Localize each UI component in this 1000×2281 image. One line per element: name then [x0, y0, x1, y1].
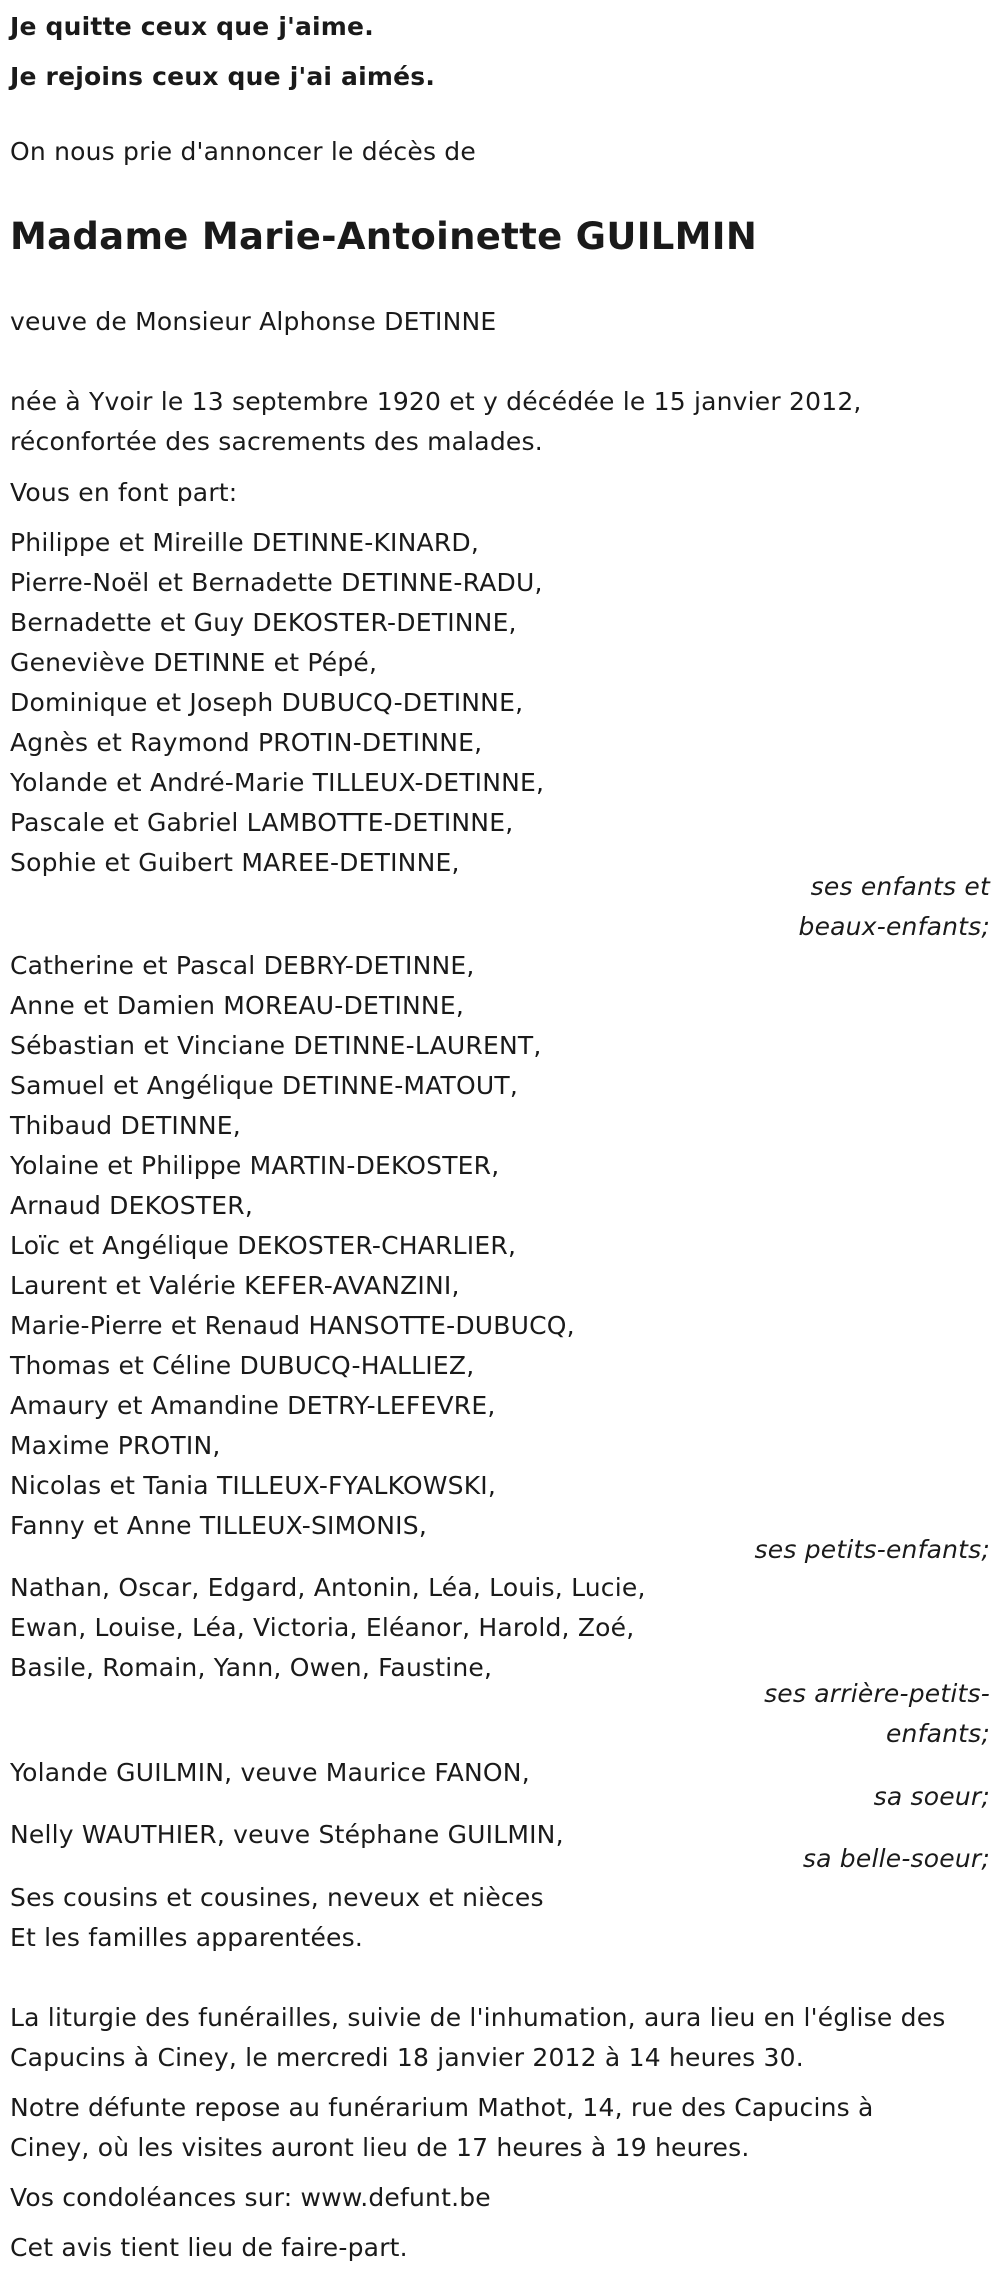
birth-death-details: née à Yvoir le 13 septembre 1920 et y décédée le 15 janvier 2012,: [10, 387, 862, 416]
funeral-line-2: Capucins à Ciney, le mercredi 18 janvier 2012 à 14 heures 30.: [10, 2043, 804, 2072]
list-item: Maxime PROTIN,: [10, 1431, 221, 1460]
list-item: Yolande et André-Marie TILLEUX-DETINNE,: [10, 768, 545, 797]
epitaph-line-2: Je rejoins ceux que j'ai aimés.: [10, 62, 436, 91]
list-item: Marie-Pierre et Renaud HANSOTTE-DUBUCQ,: [10, 1311, 575, 1340]
list-item: Ewan, Louise, Léa, Victoria, Eléanor, Harold, Zoé,: [10, 1613, 635, 1642]
funeral-line-1: La liturgie des funérailles, suivie de l'inhumation, aura lieu en l'église des: [10, 2003, 946, 2032]
sister-in-law-name: Nelly WAUTHIER, veuve Stéphane GUILMIN,: [10, 1820, 564, 1849]
list-item: Amaury et Amandine DETRY-LEFEVRE,: [10, 1391, 496, 1420]
list-item: Pascale et Gabriel LAMBOTTE-DETINNE,: [10, 808, 514, 837]
grandchildren-relation: ses petits-enfants;: [754, 1535, 990, 1564]
sacraments-text: réconfortée des sacrements des malades.: [10, 427, 543, 456]
list-item: Laurent et Valérie KEFER-AVANZINI,: [10, 1271, 460, 1300]
list-item: Thomas et Céline DUBUCQ-HALLIEZ,: [10, 1351, 475, 1380]
cousins-text: Ses cousins et cousines, neveux et nièces: [10, 1883, 544, 1912]
list-item: Philippe et Mireille DETINNE-KINARD,: [10, 528, 479, 557]
list-item: Catherine et Pascal DEBRY-DETINNE,: [10, 951, 475, 980]
list-item: Nathan, Oscar, Edgard, Antonin, Léa, Louis, Lucie,: [10, 1573, 646, 1602]
condolences-text: Vos condoléances sur: www.defunt.be: [10, 2183, 491, 2212]
announce-text: Vous en font part:: [10, 478, 238, 507]
closing-text: Cet avis tient lieu de faire-part.: [10, 2233, 408, 2262]
families-text: Et les familles apparentées.: [10, 1923, 363, 1952]
deceased-name: Madame Marie-Antoinette GUILMIN: [10, 215, 758, 258]
intro-text: On nous prie d'annoncer le décès de: [10, 137, 476, 166]
list-item: Sébastian et Vinciane DETINNE-LAURENT,: [10, 1031, 542, 1060]
funerarium-line-1: Notre défunte repose au funérarium Mathot, 14, rue des Capucins à: [10, 2093, 874, 2122]
list-item: Arnaud DEKOSTER,: [10, 1191, 253, 1220]
list-item: Loïc et Angélique DEKOSTER-CHARLIER,: [10, 1231, 517, 1260]
list-item: Geneviève DETINNE et Pépé,: [10, 648, 378, 677]
list-item: Fanny et Anne TILLEUX-SIMONIS,: [10, 1511, 427, 1540]
list-item: Bernadette et Guy DEKOSTER-DETINNE,: [10, 608, 517, 637]
list-item: Thibaud DETINNE,: [10, 1111, 241, 1140]
great-grandchildren-relation-line-1: ses arrière-petits-: [764, 1679, 990, 1708]
list-item: Samuel et Angélique DETINNE-MATOUT,: [10, 1071, 519, 1100]
list-item: Basile, Romain, Yann, Owen, Faustine,: [10, 1653, 493, 1682]
sister-relation: sa soeur;: [873, 1782, 990, 1811]
list-item: Pierre-Noël et Bernadette DETINNE-RADU,: [10, 568, 543, 597]
great-grandchildren-relation-line-2: enfants;: [885, 1719, 990, 1748]
list-item: Yolaine et Philippe MARTIN-DEKOSTER,: [10, 1151, 500, 1180]
list-item: Nicolas et Tania TILLEUX-FYALKOWSKI,: [10, 1471, 497, 1500]
funerarium-line-2: Ciney, où les visites auront lieu de 17 heures à 19 heures.: [10, 2133, 750, 2162]
list-item: Anne et Damien MOREAU-DETINNE,: [10, 991, 464, 1020]
children-relation-line-1: ses enfants et: [810, 872, 990, 901]
list-item: Sophie et Guibert MAREE-DETINNE,: [10, 848, 460, 877]
sister-name: Yolande GUILMIN, veuve Maurice FANON,: [10, 1758, 530, 1787]
children-relation-line-2: beaux-enfants;: [798, 912, 990, 941]
epitaph-line-1: Je quitte ceux que j'aime.: [10, 12, 374, 41]
list-item: Dominique et Joseph DUBUCQ-DETINNE,: [10, 688, 524, 717]
sister-in-law-relation: sa belle-soeur;: [802, 1844, 990, 1873]
list-item: Agnès et Raymond PROTIN-DETINNE,: [10, 728, 483, 757]
widow-of-text: veuve de Monsieur Alphonse DETINNE: [10, 307, 497, 336]
